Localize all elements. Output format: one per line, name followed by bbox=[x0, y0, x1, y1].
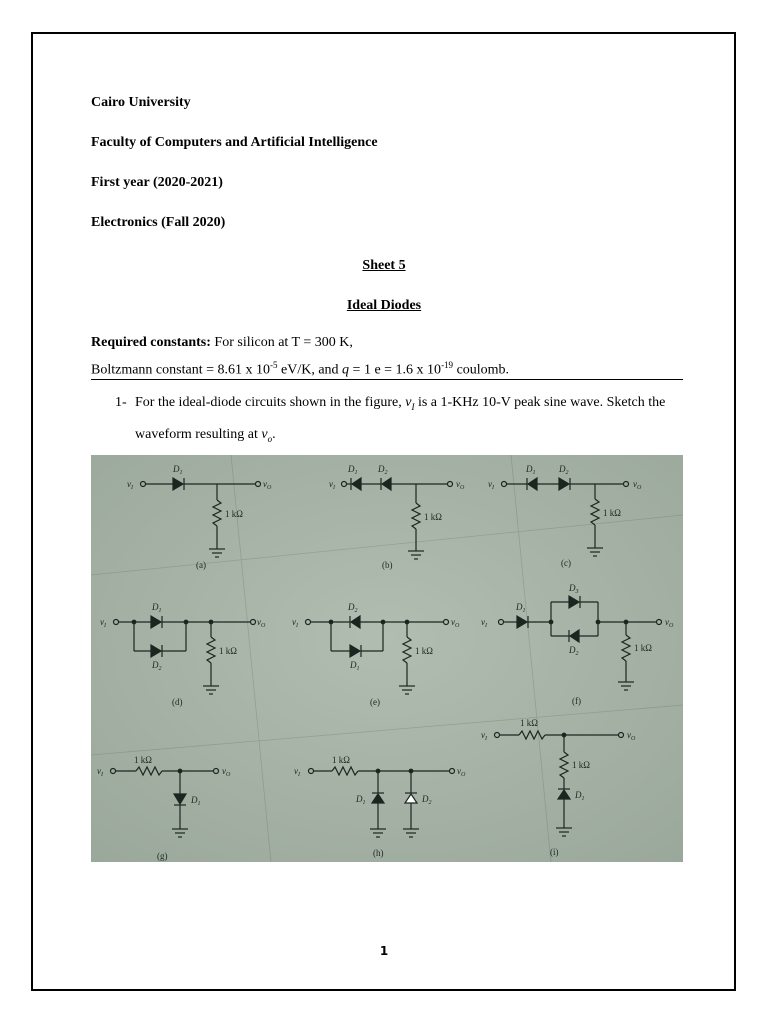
resistor-label-f: 1 kΩ bbox=[634, 643, 652, 653]
svg-text:D2: $D_2$ bbox=[422, 794, 432, 806]
resistor-label-d: 1 kΩ bbox=[219, 646, 237, 656]
resistor-label-h: 1 kΩ bbox=[332, 755, 350, 765]
svg-text:D1: $D_1$ bbox=[152, 602, 162, 614]
svg-text:vO: $v_O$ bbox=[257, 617, 266, 629]
panel-label-a: (a) bbox=[196, 560, 206, 570]
svg-text:vO: $v_O$ bbox=[222, 766, 231, 778]
svg-text:D3: $D_3$ bbox=[569, 583, 579, 595]
resistor-label-c: 1 kΩ bbox=[603, 508, 621, 518]
divider-line bbox=[91, 379, 683, 380]
constants-line-2: Boltzmann constant = 8.61 x $10^{-5}$ eV/K, and q = 1 e = 1.6 x $10^{-19}$ coulomb. bbox=[91, 360, 510, 378]
diode-circuits-figure bbox=[91, 455, 683, 862]
svg-text:D1: $D_1$ bbox=[348, 464, 358, 476]
svg-text:vO: $v_O$ bbox=[263, 479, 272, 491]
svg-text:D1: $D_1$ bbox=[173, 464, 183, 476]
resistor-label-g: 1 kΩ bbox=[134, 755, 152, 765]
resistor-label-i-shunt: 1 kΩ bbox=[572, 760, 590, 770]
svg-text:D2: $D_2$ bbox=[152, 660, 162, 672]
svg-text:vI: $v_I$ bbox=[294, 766, 300, 778]
sheet-title: Sheet 5 bbox=[362, 258, 406, 273]
svg-text:vI: $v_I$ bbox=[329, 479, 335, 491]
svg-text:vI: $v_I$ bbox=[481, 617, 487, 629]
question-text: For the ideal-diode circuits shown in the figure, $v_I$ is a 1-KHz 10-V peak sine wave. Sketch the waveform resulting at $v_o$. bbox=[135, 395, 666, 444]
course-name: Electronics (Fall 2020) bbox=[91, 215, 226, 230]
svg-text:vO: $v_O$ bbox=[451, 617, 460, 629]
question-number: 1- bbox=[115, 395, 127, 410]
constants-label: Required constants: bbox=[91, 335, 211, 350]
svg-text:vO: $v_O$ bbox=[456, 479, 465, 491]
svg-text:vO: $v_O$ bbox=[633, 479, 642, 491]
panel-label-h: (h) bbox=[373, 848, 384, 858]
resistor-label-a: 1 kΩ bbox=[225, 509, 243, 519]
svg-text:D1: $D_1$ bbox=[356, 794, 366, 806]
svg-text:vI: $v_I$ bbox=[127, 479, 133, 491]
svg-text:vI: $v_I$ bbox=[97, 766, 103, 778]
panel-label-g: (g) bbox=[157, 851, 168, 861]
constants-line-1: Required constants: For silicon at T = 300 K, bbox=[91, 335, 353, 350]
svg-text:D1: $D_1$ bbox=[526, 464, 536, 476]
panel-label-d: (d) bbox=[172, 697, 183, 707]
svg-text:vO: $v_O$ bbox=[627, 730, 636, 742]
svg-text:D1: $D_1$ bbox=[191, 795, 201, 807]
resistor-label-i-series: 1 kΩ bbox=[520, 718, 538, 728]
question-1 bbox=[115, 389, 685, 453]
panel-label-f: (f) bbox=[572, 696, 581, 706]
topic-title: Ideal Diodes bbox=[346, 298, 422, 313]
svg-text:D2: $D_2$ bbox=[559, 464, 569, 476]
svg-text:D2: $D_2$ bbox=[348, 602, 358, 614]
panel-label-e: (e) bbox=[370, 697, 380, 707]
svg-text:D1: $D_1$ bbox=[350, 660, 360, 672]
faculty-name: Faculty of Computers and Artificial Intelligence bbox=[91, 135, 378, 150]
panel-label-b: (b) bbox=[382, 560, 393, 570]
academic-year: First year (2020-2021) bbox=[91, 175, 223, 190]
svg-text:vO: $v_O$ bbox=[665, 617, 674, 629]
svg-text:D2: $D_2$ bbox=[569, 645, 579, 657]
svg-text:vI: $v_I$ bbox=[488, 479, 494, 491]
svg-text:vO: $v_O$ bbox=[457, 766, 466, 778]
resistor-label-e: 1 kΩ bbox=[415, 646, 433, 656]
svg-text:D2: $D_2$ bbox=[378, 464, 388, 476]
page-number: 1 bbox=[379, 944, 389, 958]
panel-label-i: (i) bbox=[550, 847, 559, 857]
university-name: Cairo University bbox=[91, 95, 191, 110]
svg-text:D1: $D_1$ bbox=[575, 790, 585, 802]
svg-text:vI: $v_I$ bbox=[100, 617, 106, 629]
panel-label-c: (c) bbox=[561, 558, 571, 568]
svg-text:vI: $v_I$ bbox=[481, 730, 487, 742]
svg-text:vI: $v_I$ bbox=[292, 617, 298, 629]
resistor-label-b: 1 kΩ bbox=[424, 512, 442, 522]
svg-text:D1: $D_1$ bbox=[516, 602, 526, 614]
